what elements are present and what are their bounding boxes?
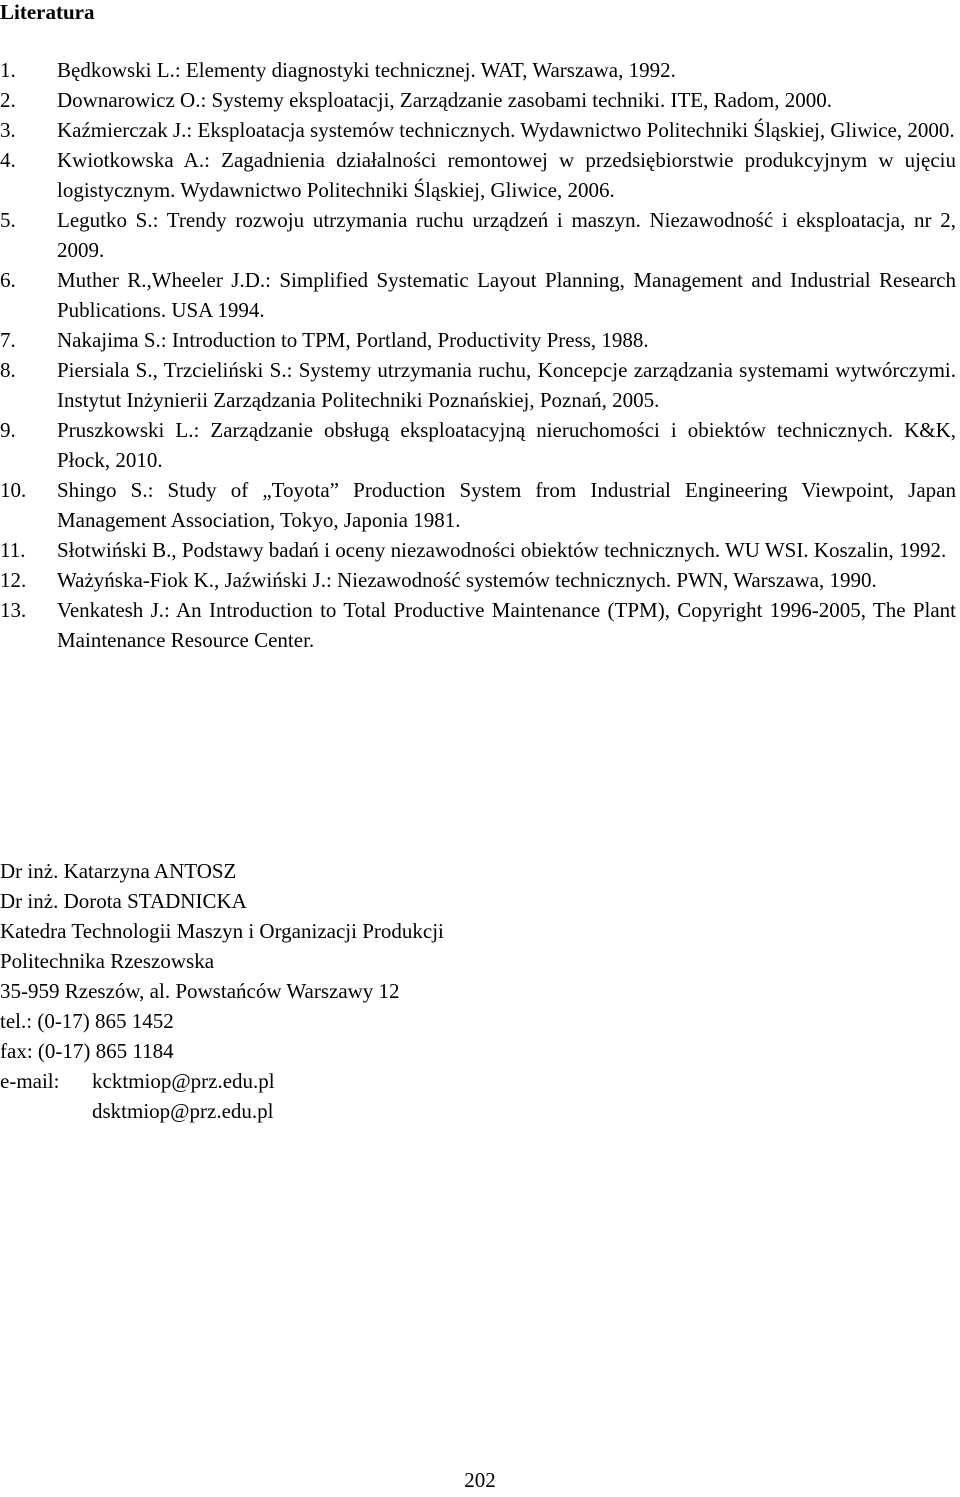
reference-number: 3. <box>0 118 16 142</box>
reference-number: 12. <box>0 568 27 592</box>
reference-item <box>0 595 956 655</box>
reference-number: 2. <box>0 88 16 112</box>
reference-number: 9. <box>0 418 16 442</box>
author-name: Dr inż. Dorota STADNICKA <box>0 889 247 913</box>
reference-number: 5. <box>0 208 16 232</box>
author-name: Dr inż. Katarzyna ANTOSZ <box>0 859 237 883</box>
reference-text: Piersiala S., Trzcieliński S.: Systemy utrzymania ruchu, Koncepcje zarządzania systemami wytwórczymi. Instytut Inżynierii Zarządzania Politechniki Poznańskiej, Poznań, 2005. <box>57 358 956 412</box>
email-block <box>0 1066 700 1126</box>
department: Katedra Technologii Maszyn i Organizacji Produkcji <box>0 919 444 943</box>
address: 35-959 Rzeszów, al. Powstańców Warszawy 12 <box>0 979 400 1003</box>
reference-text: Downarowicz O.: Systemy eksploatacji, Zarządzanie zasobami techniki. ITE, Radom, 2000. <box>57 88 833 112</box>
reference-number: 11. <box>0 538 26 562</box>
reference-item <box>0 115 956 145</box>
telephone: tel.: (0-17) 865 1452 <box>0 1009 174 1033</box>
reference-text: Kaźmierczak J.: Eksploatacja systemów technicznych. Wydawnictwo Politechniki Śląskiej, Gliwice, 2000. <box>57 118 955 142</box>
reference-text: Legutko S.: Trendy rozwoju utrzymania ruchu urządzeń i maszyn. Niezawodność i eksploatacja, nr 2, 2009. <box>57 208 956 262</box>
reference-number: 10. <box>0 478 27 502</box>
email-label: e-mail: <box>0 1069 60 1093</box>
reference-item <box>0 535 956 565</box>
references-list <box>0 55 956 655</box>
email-address: kcktmiop@prz.edu.pl <box>92 1069 275 1093</box>
reference-text: Słotwiński B., Podstawy badań i oceny niezawodności obiektów technicznych. WU WSI. Koszalin, 1992. <box>57 538 947 562</box>
email-address: dsktmiop@prz.edu.pl <box>92 1099 274 1123</box>
reference-text: Ważyńska-Fiok K., Jaźwiński J.: Niezawodność systemów technicznych. PWN, Warszawa, 1990. <box>57 568 877 592</box>
reference-number: 4. <box>0 148 16 172</box>
university: Politechnika Rzeszowska <box>0 949 215 973</box>
reference-number: 7. <box>0 328 16 352</box>
reference-item <box>0 415 956 475</box>
reference-item <box>0 325 956 355</box>
reference-text: Kwiotkowska A.: Zagadnienia działalności remontowej w przedsiębiorstwie produkcyjnym w ujęciu logistycznym. Wydawnictwo Politechniki Śląskiej, Gliwice, 2006. <box>57 148 956 202</box>
reference-text: Nakajima S.: Introduction to TPM, Portland, Productivity Press, 1988. <box>57 328 649 352</box>
reference-text: Shingo S.: Study of „Toyota” Production System from Industrial Engineering Viewpoint, Japan Management Association, Tokyo, Japonia 1981. <box>57 478 956 532</box>
references-heading: Literatura <box>0 0 95 24</box>
reference-text: Venkatesh J.: An Introduction to Total Productive Maintenance (TPM), Copyright 1996-2005, The Plant Maintenance Resource Center. <box>57 598 956 652</box>
reference-number: 1. <box>0 58 16 82</box>
reference-item <box>0 55 956 85</box>
reference-text: Pruszkowski L.: Zarządzanie obsługą eksploatacyjną nieruchomości i obiektów technicznych. K&K, Płock, 2010. <box>57 418 956 472</box>
reference-text: Będkowski L.: Elementy diagnostyki technicznej. WAT, Warszawa, 1992. <box>57 58 676 82</box>
reference-number: 8. <box>0 358 16 382</box>
reference-number: 13. <box>0 598 27 622</box>
reference-item <box>0 205 956 265</box>
fax: fax: (0-17) 865 1184 <box>0 1039 174 1063</box>
reference-item <box>0 475 956 535</box>
author-info <box>0 856 700 1126</box>
reference-item <box>0 265 956 325</box>
page-number: 202 <box>464 1468 496 1492</box>
reference-item <box>0 355 956 415</box>
reference-item <box>0 85 956 115</box>
reference-text: Muther R.,Wheeler J.D.: Simplified Systematic Layout Planning, Management and Industrial Research Publications. USA 1994. <box>57 268 956 322</box>
reference-item <box>0 565 956 595</box>
email-list <box>92 1066 275 1126</box>
reference-number: 6. <box>0 268 16 292</box>
reference-item <box>0 145 956 205</box>
